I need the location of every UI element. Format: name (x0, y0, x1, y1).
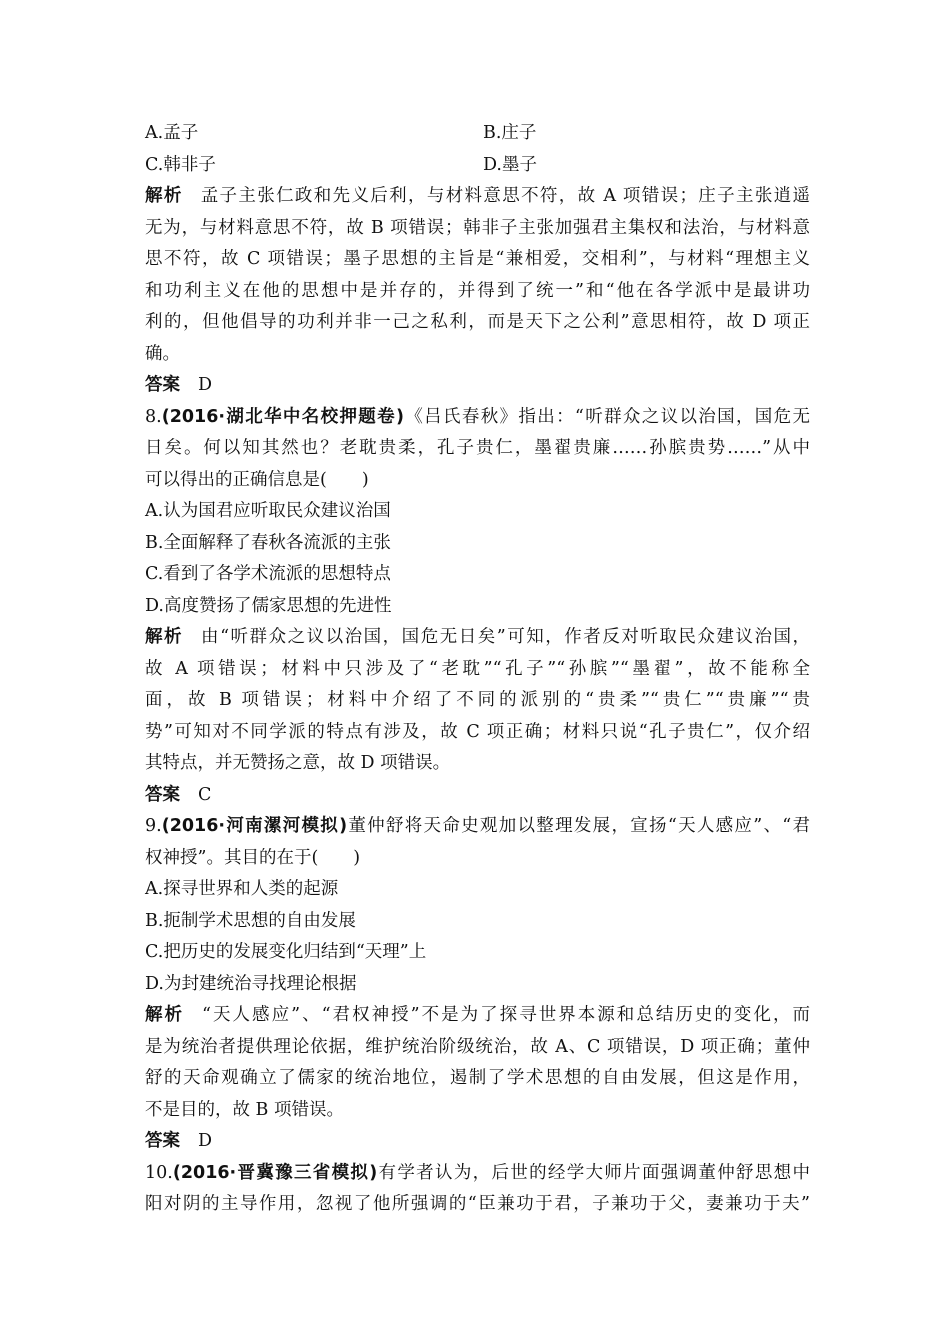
q8-analysis-line-3: 面，故 B 项错误；材料中介绍了不同的派别的“贵柔”“贵仁”“贵廉”“贵 (145, 690, 810, 710)
q9-analysis-line-4: 不是目的，故 B 项错误。 (145, 1099, 344, 1120)
q8-analysis-label: 解析 (145, 627, 184, 647)
q7-answer-value: D (198, 375, 213, 395)
q7-analysis-line-5: 利的，但他倡导的功利并非一己之私利，而是天下之公利”意思相符，故 D 项正 (145, 312, 810, 332)
q9-source: (2016·河南漯河模拟) (161, 816, 348, 836)
q9-option-b: B.扼制学术思想的自由发展 (145, 910, 356, 931)
q9-analysis-label: 解析 (145, 1005, 185, 1025)
q9-answer (145, 1126, 810, 1158)
q7-analysis-line-1: 解析 孟子主张仁政和先义后利，与材料意思不符，故 A 项错误；庄子主张逍遥 (145, 186, 811, 206)
q7-answer-label: 答案 (145, 375, 180, 395)
q7-analysis-line-2: 无为，与材料意思不符，故 B 项错误；韩非子主张加强君主集权和法治，与材料意 (145, 217, 810, 238)
q10-stem-line-1: 10.(2016·晋冀豫三省模拟)有学者认为，后世的经学大师片面强调董仲舒思想中 (145, 1162, 811, 1183)
q10-source: (2016·晋冀豫三省模拟) (172, 1162, 378, 1183)
q8-analysis-line-5: 其特点，并无赞扬之意，故 D 项错误。 (145, 753, 451, 773)
q7-option-c: C.韩非子 (145, 154, 216, 175)
q8-option-b: B.全面解释了春秋各流派的主张 (145, 532, 391, 553)
q7-option-a: A.孟子 (145, 123, 199, 143)
q8-option-c: C.看到了各学术流派的思想特点 (145, 564, 391, 584)
q9-answer-value: D (198, 1131, 213, 1151)
q7-options-row-1 (145, 118, 810, 150)
q7-answer (145, 370, 810, 402)
q8-answer (145, 780, 810, 812)
q8-answer-label: 答案 (145, 784, 180, 805)
q10-number: 10. (145, 1162, 173, 1183)
q8-number: 8. (145, 406, 162, 427)
q9-option-d: D.为封建统治寻找理论根据 (145, 973, 357, 994)
q9-analysis-line-1: 解析 “天人感应”、“君权神授”不是为了探寻世界本源和总结历史的变化，而 (145, 1005, 810, 1025)
q7-option-d: D.墨子 (483, 154, 537, 175)
q9-stem-line-2: 权神授”。其目的在于( ) (145, 847, 361, 868)
document-page (145, 118, 810, 1221)
q9-analysis-line-2: 是为统治者提供理论依据，维护统治阶级统治，故 A、C 项错误，D 项正确；董仲 (145, 1036, 810, 1057)
q7-analysis-label: 解析 (145, 186, 183, 206)
q8-answer-value: C (198, 784, 212, 805)
q9-stem-line-1: 9.(2016·河南漯河模拟)董仲舒将天命史观加以整理发展，宣扬“天人感应”、“君 (145, 816, 810, 836)
q7-analysis-line-3: 思不符，故 C 项错误；墨子思想的主旨是“兼相爱，交相利”，与材料“理想主义 (145, 249, 810, 269)
q7-options-row-2 (145, 150, 810, 182)
q8-source: (2016·湖北华中名校押题卷) (161, 406, 404, 427)
q8-analysis-line-4: 势”可知对不同学派的特点有涉及，故 C 项正确；材料只说“孔子贵仁”，仅介绍 (145, 721, 810, 742)
q8-stem-line-2: 日矣。何以知其然也？老耽贵柔，孔子贵仁，墨翟贵廉……孙膑贵势……”从中 (145, 438, 810, 458)
q7-analysis-line-4: 和功利主义在他的思想中是并存的，并得到了统一”和“他在各学派中是最讲功 (145, 280, 810, 301)
q8-stem-line-1: 8.(2016·湖北华中名校押题卷)《吕氏春秋》指出：“听群众之议以治国，国危无 (145, 406, 810, 427)
q8-option-a: A.认为国君应听取民众建议治国 (145, 501, 391, 521)
q8-option-d: D.高度赞扬了儒家思想的先进性 (145, 595, 392, 616)
q9-answer-label: 答案 (145, 1131, 180, 1151)
q10-stem-line-2: 阳对阴的主导作用，忽视了他所强调的“臣兼功于君，子兼功于父，妻兼功于夫” (145, 1194, 810, 1214)
q8-analysis-line-2: 故 A 项错误；材料中只涉及了“老耽”“孔子”“孙膑”“墨翟”，故不能称全 (145, 658, 810, 679)
q8-stem-line-3: 可以得出的正确信息是( ) (145, 469, 369, 490)
q9-analysis-line-3: 舒的天命观确立了儒家的统治地位，遏制了学术思想的自由发展，但这是作用， (145, 1068, 810, 1088)
q7-analysis-line-6: 确。 (145, 343, 180, 364)
q9-option-a: A.探寻世界和人类的起源 (145, 879, 339, 899)
q7-option-b: B.庄子 (483, 123, 537, 143)
q8-analysis-line-1: 解析 由“听群众之议以治国，国危无日矣”可知，作者反对听取民众建议治国， (145, 627, 810, 647)
q9-option-c: C.把历史的发展变化归结到“天理”上 (145, 942, 427, 962)
q9-number: 9. (145, 816, 162, 836)
